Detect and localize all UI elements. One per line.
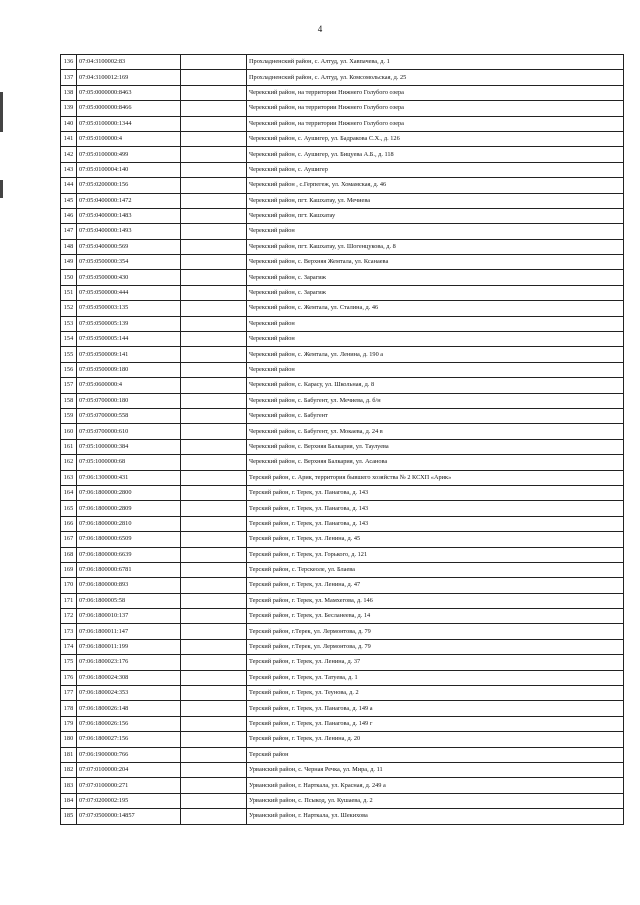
row-number-cell: 152 [61, 301, 77, 316]
row-number-cell: 172 [61, 609, 77, 624]
empty-cell [181, 547, 247, 562]
table-row [61, 362, 624, 377]
row-number-cell: 137 [61, 70, 77, 85]
table-row [61, 455, 624, 470]
empty-cell [181, 408, 247, 423]
address-cell: Прохладненский район, с. Алтуд, ул. Хавпачева, д. 1 [247, 55, 624, 70]
row-number-cell: 146 [61, 208, 77, 223]
empty-cell [181, 116, 247, 131]
empty-cell [181, 131, 247, 146]
row-number-cell: 151 [61, 285, 77, 300]
cadastral-number-cell: 07:05:0500000:354 [77, 255, 181, 270]
empty-cell [181, 455, 247, 470]
cadastral-number-cell: 07:05:0700000:558 [77, 408, 181, 423]
row-number-cell: 165 [61, 501, 77, 516]
table-row [61, 208, 624, 223]
row-number-cell: 154 [61, 332, 77, 347]
cadastral-number-cell: 07:05:0500009:141 [77, 347, 181, 362]
empty-cell [181, 85, 247, 100]
table-row [61, 316, 624, 331]
empty-cell [181, 193, 247, 208]
empty-cell [181, 639, 247, 654]
empty-cell [181, 270, 247, 285]
address-cell: Терский район, г. Терек, ул. Ленина, д. 45 [247, 532, 624, 547]
empty-cell [181, 239, 247, 254]
row-number-cell: 142 [61, 147, 77, 162]
cadastral-number-cell: 07:05:0500005:139 [77, 316, 181, 331]
address-cell: Терский район, с. Терскеоле, ул. Блаева [247, 562, 624, 577]
cadastral-number-cell: 07:06:1800000:2800 [77, 485, 181, 500]
cadastral-number-cell: 07:05:0400000:569 [77, 239, 181, 254]
address-cell: Терский район, г. Терек, ул. Ленина, д. 47 [247, 578, 624, 593]
cadastral-number-cell: 07:06:1800000:893 [77, 578, 181, 593]
empty-cell [181, 316, 247, 331]
scan-edge-mark [0, 180, 3, 198]
cadastral-number-cell: 07:05:0000000:8463 [77, 85, 181, 100]
cadastral-number-cell: 07:06:1800000:6509 [77, 532, 181, 547]
cadastral-number-cell: 07:06:1800011:147 [77, 624, 181, 639]
table-row [61, 393, 624, 408]
empty-cell [181, 809, 247, 824]
table-row [61, 270, 624, 285]
cadastral-number-cell: 07:06:1300000:431 [77, 470, 181, 485]
table-row [61, 701, 624, 716]
address-cell: Терский район, г. Терек, ул. Панагова, д. 149 а [247, 701, 624, 716]
address-cell: Терский район, г. Терек, ул. Ленина, д. 20 [247, 732, 624, 747]
empty-cell [181, 439, 247, 454]
row-number-cell: 185 [61, 809, 77, 824]
empty-cell [181, 593, 247, 608]
row-number-cell: 168 [61, 547, 77, 562]
table-row [61, 424, 624, 439]
cadastral-number-cell: 07:06:1800026:148 [77, 701, 181, 716]
table-row [61, 485, 624, 500]
empty-cell [181, 470, 247, 485]
row-number-cell: 177 [61, 686, 77, 701]
row-number-cell: 143 [61, 162, 77, 177]
cadastral-number-cell: 07:05:0100000:1344 [77, 116, 181, 131]
row-number-cell: 155 [61, 347, 77, 362]
address-cell: Черекский район , с.Герпегеж, ул. Хомамская, д. 46 [247, 178, 624, 193]
address-cell: Черекский район, пгт. Кашхатау, ул. Мечиева [247, 193, 624, 208]
table-row [61, 162, 624, 177]
table-row [61, 716, 624, 731]
row-number-cell: 157 [61, 378, 77, 393]
scan-edge-mark [0, 92, 3, 132]
table-row [61, 516, 624, 531]
table-row [61, 439, 624, 454]
table-row [61, 747, 624, 762]
cadastral-number-cell: 07:07:0100000:204 [77, 762, 181, 777]
table-row [61, 408, 624, 423]
row-number-cell: 161 [61, 439, 77, 454]
address-cell: Черекский район, с. Бабугент, ул. Мокаева, д. 24 в [247, 424, 624, 439]
row-number-cell: 139 [61, 101, 77, 116]
cadastral-number-cell: 07:05:0700000:610 [77, 424, 181, 439]
address-cell: Черекский район, с. Карасу, ул. Школьная, д. 8 [247, 378, 624, 393]
table-row [61, 239, 624, 254]
address-cell: Прохладненский район, с. Алтуд, ул. Комсомольская, д. 25 [247, 70, 624, 85]
address-cell: Терский район, г. Терек, ул. Бесланеева, д. 14 [247, 609, 624, 624]
table-row [61, 147, 624, 162]
table-row [61, 178, 624, 193]
table-row [61, 378, 624, 393]
table-row [61, 809, 624, 824]
cadastral-number-cell: 07:05:0400000:1483 [77, 208, 181, 223]
address-cell: Терский район, г. Терек, ул. Мамхегова, д. 146 [247, 593, 624, 608]
row-number-cell: 160 [61, 424, 77, 439]
row-number-cell: 153 [61, 316, 77, 331]
empty-cell [181, 255, 247, 270]
address-cell: Черекский район, на территории Нижнего Голубого озера [247, 116, 624, 131]
address-cell: Черекский район, с. Зарагиж [247, 285, 624, 300]
row-number-cell: 150 [61, 270, 77, 285]
empty-cell [181, 285, 247, 300]
address-cell: Терский район [247, 747, 624, 762]
empty-cell [181, 362, 247, 377]
row-number-cell: 176 [61, 670, 77, 685]
empty-cell [181, 224, 247, 239]
address-cell: Черекский район, на территории Нижнего Голубого озера [247, 101, 624, 116]
empty-cell [181, 609, 247, 624]
empty-cell [181, 424, 247, 439]
row-number-cell: 171 [61, 593, 77, 608]
cadastral-number-cell: 07:07:0500000:14857 [77, 809, 181, 824]
table-row [61, 55, 624, 70]
empty-cell [181, 624, 247, 639]
empty-cell [181, 701, 247, 716]
cadastral-number-cell: 07:05:0500005:144 [77, 332, 181, 347]
row-number-cell: 158 [61, 393, 77, 408]
address-cell: Черекский район, с. Жемтала, ул. Ленина, д. 190 а [247, 347, 624, 362]
row-number-cell: 169 [61, 562, 77, 577]
row-number-cell: 180 [61, 732, 77, 747]
cadastral-number-cell: 07:05:0500003:135 [77, 301, 181, 316]
table-row [61, 609, 624, 624]
table-row [61, 131, 624, 146]
table-row [61, 332, 624, 347]
cadastral-number-cell: 07:04:3100012:169 [77, 70, 181, 85]
address-cell: Черекский район [247, 224, 624, 239]
address-cell: Терский район, с. Арик, территория бывшего хозяйства № 2 КСХП «Арик» [247, 470, 624, 485]
empty-cell [181, 532, 247, 547]
address-cell: Урванский район, г. Нарткала, ул. Красная, д. 249 а [247, 778, 624, 793]
address-cell: Черекский район, пгт. Кашхатау [247, 208, 624, 223]
cadastral-number-cell: 07:05:1000000:68 [77, 455, 181, 470]
table-row [61, 593, 624, 608]
table-row [61, 224, 624, 239]
address-cell: Черекский район, с. Верхняя Балкария, ул. Таулуева [247, 439, 624, 454]
address-cell: Терский район, г. Терек, ул. Панагова, д. 143 [247, 501, 624, 516]
table-row [61, 624, 624, 639]
address-cell: Черекский район, с. Зарагиж [247, 270, 624, 285]
table-row [61, 301, 624, 316]
cadastral-number-cell: 07:06:1800000:2809 [77, 501, 181, 516]
table-row [61, 793, 624, 808]
address-cell: Терский район, г. Терек, ул. Панагова, д. 149 г [247, 716, 624, 731]
address-cell: Терский район, г. Терек, ул. Теунова, д. 2 [247, 686, 624, 701]
cadastral-number-cell: 07:06:1800026:156 [77, 716, 181, 731]
empty-cell [181, 670, 247, 685]
address-cell: Черекский район, пгт. Кашхатау, ул. Шогенцукова, д. 8 [247, 239, 624, 254]
cadastral-number-cell: 07:06:1800000:6781 [77, 562, 181, 577]
row-number-cell: 144 [61, 178, 77, 193]
row-number-cell: 164 [61, 485, 77, 500]
row-number-cell: 175 [61, 655, 77, 670]
cadastral-number-cell: 07:06:1800010:137 [77, 609, 181, 624]
empty-cell [181, 162, 247, 177]
empty-cell [181, 655, 247, 670]
cadastral-number-cell: 07:07:0200002:195 [77, 793, 181, 808]
address-cell: Черекский район [247, 362, 624, 377]
row-number-cell: 141 [61, 131, 77, 146]
address-cell: Терский район, г. Терек, ул. Татуева, д. 1 [247, 670, 624, 685]
address-cell: Черекский район [247, 316, 624, 331]
address-cell: Черекский район, с. Аушигер, ул. Бицуева А.Б., д. 118 [247, 147, 624, 162]
empty-cell [181, 562, 247, 577]
table-row [61, 578, 624, 593]
empty-cell [181, 332, 247, 347]
table-row [61, 532, 624, 547]
cadastral-number-cell: 07:06:1800027:156 [77, 732, 181, 747]
address-cell: Черекский район, с. Бабугент, ул. Мечиева, д. б/н [247, 393, 624, 408]
row-number-cell: 181 [61, 747, 77, 762]
address-cell: Терский район, г.Терек, ул. Лермонтова, д. 79 [247, 624, 624, 639]
cadastral-number-cell: 07:05:1000000:384 [77, 439, 181, 454]
address-cell: Черекский район, на территории Нижнего Голубого озера [247, 85, 624, 100]
table-row [61, 116, 624, 131]
table-row [61, 732, 624, 747]
address-cell: Урванский район, г. Нарткала, ул. Шекихова [247, 809, 624, 824]
cadastral-number-cell: 07:05:0500000:444 [77, 285, 181, 300]
row-number-cell: 166 [61, 516, 77, 531]
cadastral-number-cell: 07:06:1800024:353 [77, 686, 181, 701]
table-row [61, 285, 624, 300]
cadastral-number-cell: 07:05:0400000:1472 [77, 193, 181, 208]
table-row [61, 655, 624, 670]
address-cell: Терский район, г. Терек, ул. Ленина, д. 37 [247, 655, 624, 670]
cadastral-number-cell: 07:05:0100000:499 [77, 147, 181, 162]
empty-cell [181, 686, 247, 701]
empty-cell [181, 516, 247, 531]
empty-cell [181, 485, 247, 500]
address-cell: Черекский район, с. Аушигер, ул. Бадракова С.Х., д. 126 [247, 131, 624, 146]
cadastral-number-cell: 07:06:1800023:176 [77, 655, 181, 670]
empty-cell [181, 147, 247, 162]
row-number-cell: 179 [61, 716, 77, 731]
table-row [61, 470, 624, 485]
empty-cell [181, 347, 247, 362]
empty-cell [181, 762, 247, 777]
table-row [61, 547, 624, 562]
row-number-cell: 159 [61, 408, 77, 423]
address-cell: Черекский район, с. Бабугент [247, 408, 624, 423]
cadastral-number-cell: 07:05:0200000:156 [77, 178, 181, 193]
property-table [60, 54, 624, 825]
empty-cell [181, 747, 247, 762]
cadastral-number-cell: 07:06:1800000:2810 [77, 516, 181, 531]
row-number-cell: 136 [61, 55, 77, 70]
cadastral-number-cell: 07:06:1800000:6639 [77, 547, 181, 562]
cadastral-number-cell: 07:05:0500009:180 [77, 362, 181, 377]
address-cell: Терский район, г. Терек, ул. Панагова, д. 143 [247, 485, 624, 500]
table-row [61, 101, 624, 116]
empty-cell [181, 208, 247, 223]
address-cell: Терский район, г. Терек, ул. Горького, д. 121 [247, 547, 624, 562]
table-row [61, 85, 624, 100]
table-row [61, 70, 624, 85]
row-number-cell: 145 [61, 193, 77, 208]
row-number-cell: 182 [61, 762, 77, 777]
cadastral-number-cell: 07:05:0100000:4 [77, 131, 181, 146]
row-number-cell: 178 [61, 701, 77, 716]
empty-cell [181, 778, 247, 793]
table-row [61, 255, 624, 270]
empty-cell [181, 101, 247, 116]
address-cell: Урванский район, с. Псыкод, ул. Кушаева, д. 2 [247, 793, 624, 808]
row-number-cell: 138 [61, 85, 77, 100]
cadastral-number-cell: 07:04:3100002:83 [77, 55, 181, 70]
cadastral-number-cell: 07:05:0500000:430 [77, 270, 181, 285]
row-number-cell: 173 [61, 624, 77, 639]
table-row [61, 639, 624, 654]
cadastral-number-cell: 07:05:0100004:140 [77, 162, 181, 177]
row-number-cell: 156 [61, 362, 77, 377]
row-number-cell: 163 [61, 470, 77, 485]
empty-cell [181, 378, 247, 393]
address-cell: Терский район, г. Терек, ул. Панагова, д. 143 [247, 516, 624, 531]
table-row [61, 562, 624, 577]
empty-cell [181, 716, 247, 731]
cadastral-number-cell: 07:05:0600000:4 [77, 378, 181, 393]
page-number: 4 [317, 24, 323, 34]
row-number-cell: 174 [61, 639, 77, 654]
row-number-cell: 167 [61, 532, 77, 547]
row-number-cell: 170 [61, 578, 77, 593]
empty-cell [181, 393, 247, 408]
row-number-cell: 140 [61, 116, 77, 131]
address-cell: Терский район, г.Терек, ул. Лермонтова, д. 79 [247, 639, 624, 654]
row-number-cell: 184 [61, 793, 77, 808]
address-cell: Черекский район, с. Верхняя Жемтала, ул. Ксанаева [247, 255, 624, 270]
empty-cell [181, 70, 247, 85]
row-number-cell: 147 [61, 224, 77, 239]
table-row [61, 762, 624, 777]
cadastral-number-cell: 07:07:0100000:271 [77, 778, 181, 793]
empty-cell [181, 501, 247, 516]
table-row [61, 347, 624, 362]
table-row [61, 686, 624, 701]
address-cell: Черекский район, с. Верхняя Балкария, ул. Асанова [247, 455, 624, 470]
table-row [61, 501, 624, 516]
row-number-cell: 149 [61, 255, 77, 270]
table-row [61, 670, 624, 685]
cadastral-number-cell: 07:05:0400000:1493 [77, 224, 181, 239]
table-row [61, 193, 624, 208]
empty-cell [181, 301, 247, 316]
address-cell: Черекский район, с. Жемтала, ул. Сталина, д. 46 [247, 301, 624, 316]
table-row [61, 778, 624, 793]
address-cell: Урванский район, с. Черная Речка, ул. Мира, д. 11 [247, 762, 624, 777]
empty-cell [181, 578, 247, 593]
address-cell: Черекский район, с. Аушигер [247, 162, 624, 177]
cadastral-number-cell: 07:05:0000000:8466 [77, 101, 181, 116]
row-number-cell: 183 [61, 778, 77, 793]
cadastral-number-cell: 07:05:0700000:180 [77, 393, 181, 408]
cadastral-number-cell: 07:06:1800011:199 [77, 639, 181, 654]
empty-cell [181, 732, 247, 747]
cadastral-number-cell: 07:06:1800024:308 [77, 670, 181, 685]
row-number-cell: 162 [61, 455, 77, 470]
empty-cell [181, 55, 247, 70]
row-number-cell: 148 [61, 239, 77, 254]
cadastral-number-cell: 07:06:1800005:58 [77, 593, 181, 608]
cadastral-number-cell: 07:06:1900000:766 [77, 747, 181, 762]
address-cell: Черекский район [247, 332, 624, 347]
empty-cell [181, 178, 247, 193]
empty-cell [181, 793, 247, 808]
